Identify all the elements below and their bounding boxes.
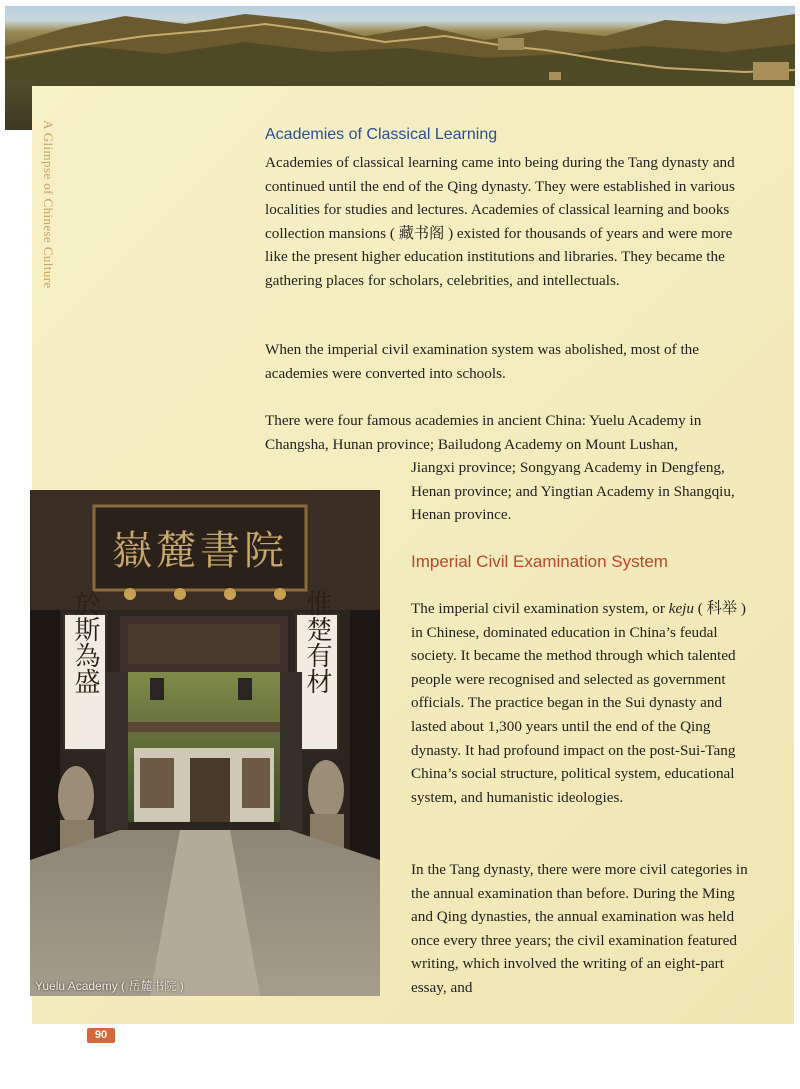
section-heading-academies: Academies of Classical Learning [265, 126, 498, 143]
civil-exam-text-a: The imperial civil examination system, or [411, 600, 669, 617]
running-side-title: A Glimpse of Chinese Culture [41, 120, 56, 289]
civil-exam-paragraph-2: In the Tang dynasty, there were more civil categories in the annual examination than before. During the Ming and Qing dynasties, the annual examination was held once every three years; the civil examination featured writing, which involved the writing of an eight-part essay, and [411, 861, 748, 996]
page-number-badge: 90 [87, 1028, 115, 1043]
yuelu-academy-photo [30, 490, 380, 996]
academies-paragraph-3b: Jiangxi province; Songyang Academy in Dengfeng, Henan province; and Yingtian Academy in Shangqiu, Henan province. [411, 459, 735, 524]
academies-paragraph-1: Academies of classical learning came into being during the Tang dynasty and continued until the end of the Qing dynasty. They were established in various localities for studies and lectures. Academies of classical learning and books collection mansions ( 藏书阁 ) existed for thousands of years and were more like the present higher education institutions and libraries. They became the gathering places for scholars, celebrities, and intellectuals. [265, 154, 735, 289]
photo-caption: Yuelu Academy ( 岳麓书院 ) [35, 979, 184, 993]
section-heading-civil-exam: Imperial Civil Examination System [411, 552, 668, 571]
civil-exam-paragraph-1 [411, 597, 756, 809]
civil-exam-text-b: ( 科举 ) in Chinese, dominated education in China’s feudal society. It became the method through which talented people were recognised and selected as government officials. The practice began in the Sui dynasty and lasted about 1,300 years until the end of the Qing dynasty. It had profound impact on the post-Sui-Tang China’s social structure, political system, educational system, and humanistic ideologies. [411, 600, 746, 806]
academies-paragraph-2: When the imperial civil examination system was abolished, most of the academies were converted into schools. [265, 341, 700, 382]
academies-paragraph-3a: There were four famous academies in ancient China: Yuelu Academy in Changsha, Hunan province; Bailudong Academy on Mount Lushan, [265, 412, 702, 453]
couplet-right: 惟楚有材 [302, 590, 332, 694]
banner-left-strip [5, 80, 35, 130]
keju-term: keju [668, 600, 694, 617]
couplet-left: 於斯為盛 [70, 590, 100, 694]
plaque-text: 嶽麓書院 [112, 528, 288, 574]
great-wall-banner-image [5, 6, 795, 86]
